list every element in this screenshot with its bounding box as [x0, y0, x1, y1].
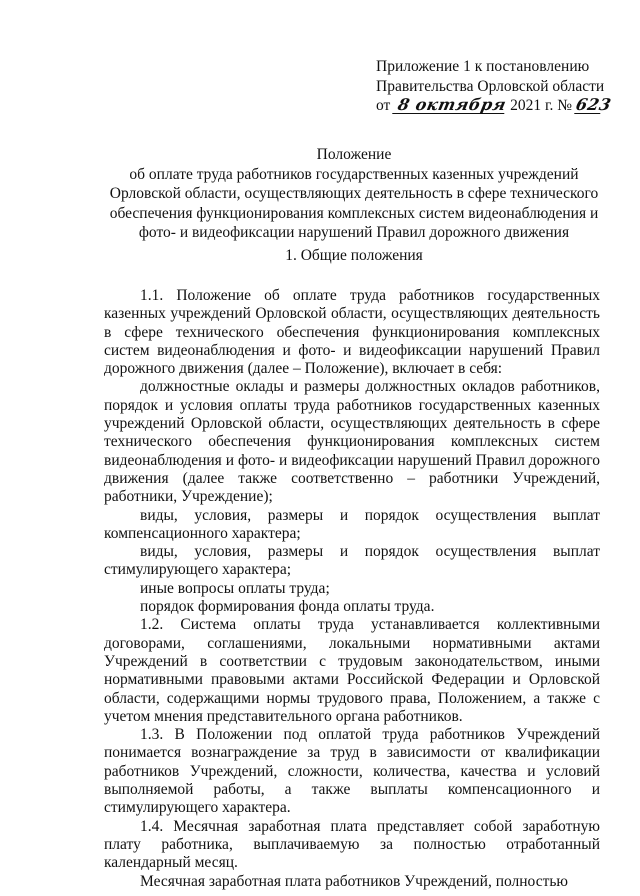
- paragraph-list-item: должностные оклады и размеры должностных окладов работников, порядок и условия оплаты труда работников государственных казенных учреждений Орловской области, осуществляющих деятельность в сфере технического обеспечения функционирования комплексных систем видеонаблюдения и фото- и видеофиксации нарушений Правил дорожного движения (далее также соответственно – работники Учреждений, работники, Учреждение);: [104, 378, 600, 506]
- title-heading: Положение: [316, 146, 392, 163]
- paragraph-1-1: 1.1. Положение об оплате труда работников государственных казенных учреждений Орловской области, осуществляющих деятельность в сфере технического обеспечения функционирования комплексных систем видеонаблюдения и фото- и видеофиксации нарушений Правил дорожного движения (далее – Положение), включает в себя:: [104, 287, 600, 378]
- paragraph-list-item: виды, условия, размеры и порядок осуществления выплат стимулирующего характера;: [104, 543, 600, 579]
- paragraph-1-3: 1.3. В Положении под оплатой труда работников Учреждений понимается вознаграждение за труд в зависимости от квалификации работников Учреждений, сложности, количества, качества и условий выполняемой работы, а также выплаты компенсационного и стимулирующего характера.: [104, 726, 600, 817]
- appendix-line-1: Приложение 1 к постановлению: [376, 58, 590, 75]
- appendix-date-line: [376, 96, 616, 116]
- appendix-from-label: от: [376, 97, 391, 114]
- paragraph-list-item: иные вопросы оплаты труда;: [140, 579, 330, 597]
- document-body: [104, 287, 600, 891]
- handwritten-date: 8 октября: [392, 97, 508, 114]
- title-line-2: Орловской области, осуществляющих деятельность в сфере технического: [109, 185, 599, 202]
- appendix-header: [376, 57, 616, 116]
- handwritten-number: 623: [574, 95, 614, 114]
- title-line-1: об оплате труда работников государственных казенных учреждений: [129, 165, 579, 183]
- paragraph-list-item: порядок формирования фонда оплаты труда.: [140, 598, 435, 616]
- section-heading: 1. Общие положения: [285, 247, 423, 264]
- paragraph-1-4: 1.4. Месячная заработная плата представляет собой заработную плату работника, выплачиваемую за полностью отработанный календарный месяц.: [104, 817, 600, 872]
- paragraph-1-2: 1.2. Система оплаты труда устанавливается коллективными договорами, соглашениями, локальными нормативными актами Учреждений в соответствии с трудовым законодательством, иными нормативными правовыми актами Российской Федерации и Орловской области, содержащими нормы трудового права, Положением, а также с учетом мнения представительного органа работников.: [104, 616, 600, 725]
- paragraph-list-item: виды, условия, размеры и порядок осуществления выплат компенсационного характера;: [104, 506, 600, 542]
- appendix-line-2: Правительства Орловской области: [376, 77, 605, 95]
- title-line-4: фото- и видеофиксации нарушений Правил дорожного движения: [138, 224, 570, 241]
- title-line-3: обеспечения функционирования комплексных систем видеонаблюдения и: [109, 204, 599, 222]
- document-title: [104, 145, 604, 243]
- appendix-year-number-label: 2021 г. №: [510, 97, 573, 114]
- paragraph-monthly-salary: Месячная заработная плата работников Учреждений, полностью: [140, 872, 568, 890]
